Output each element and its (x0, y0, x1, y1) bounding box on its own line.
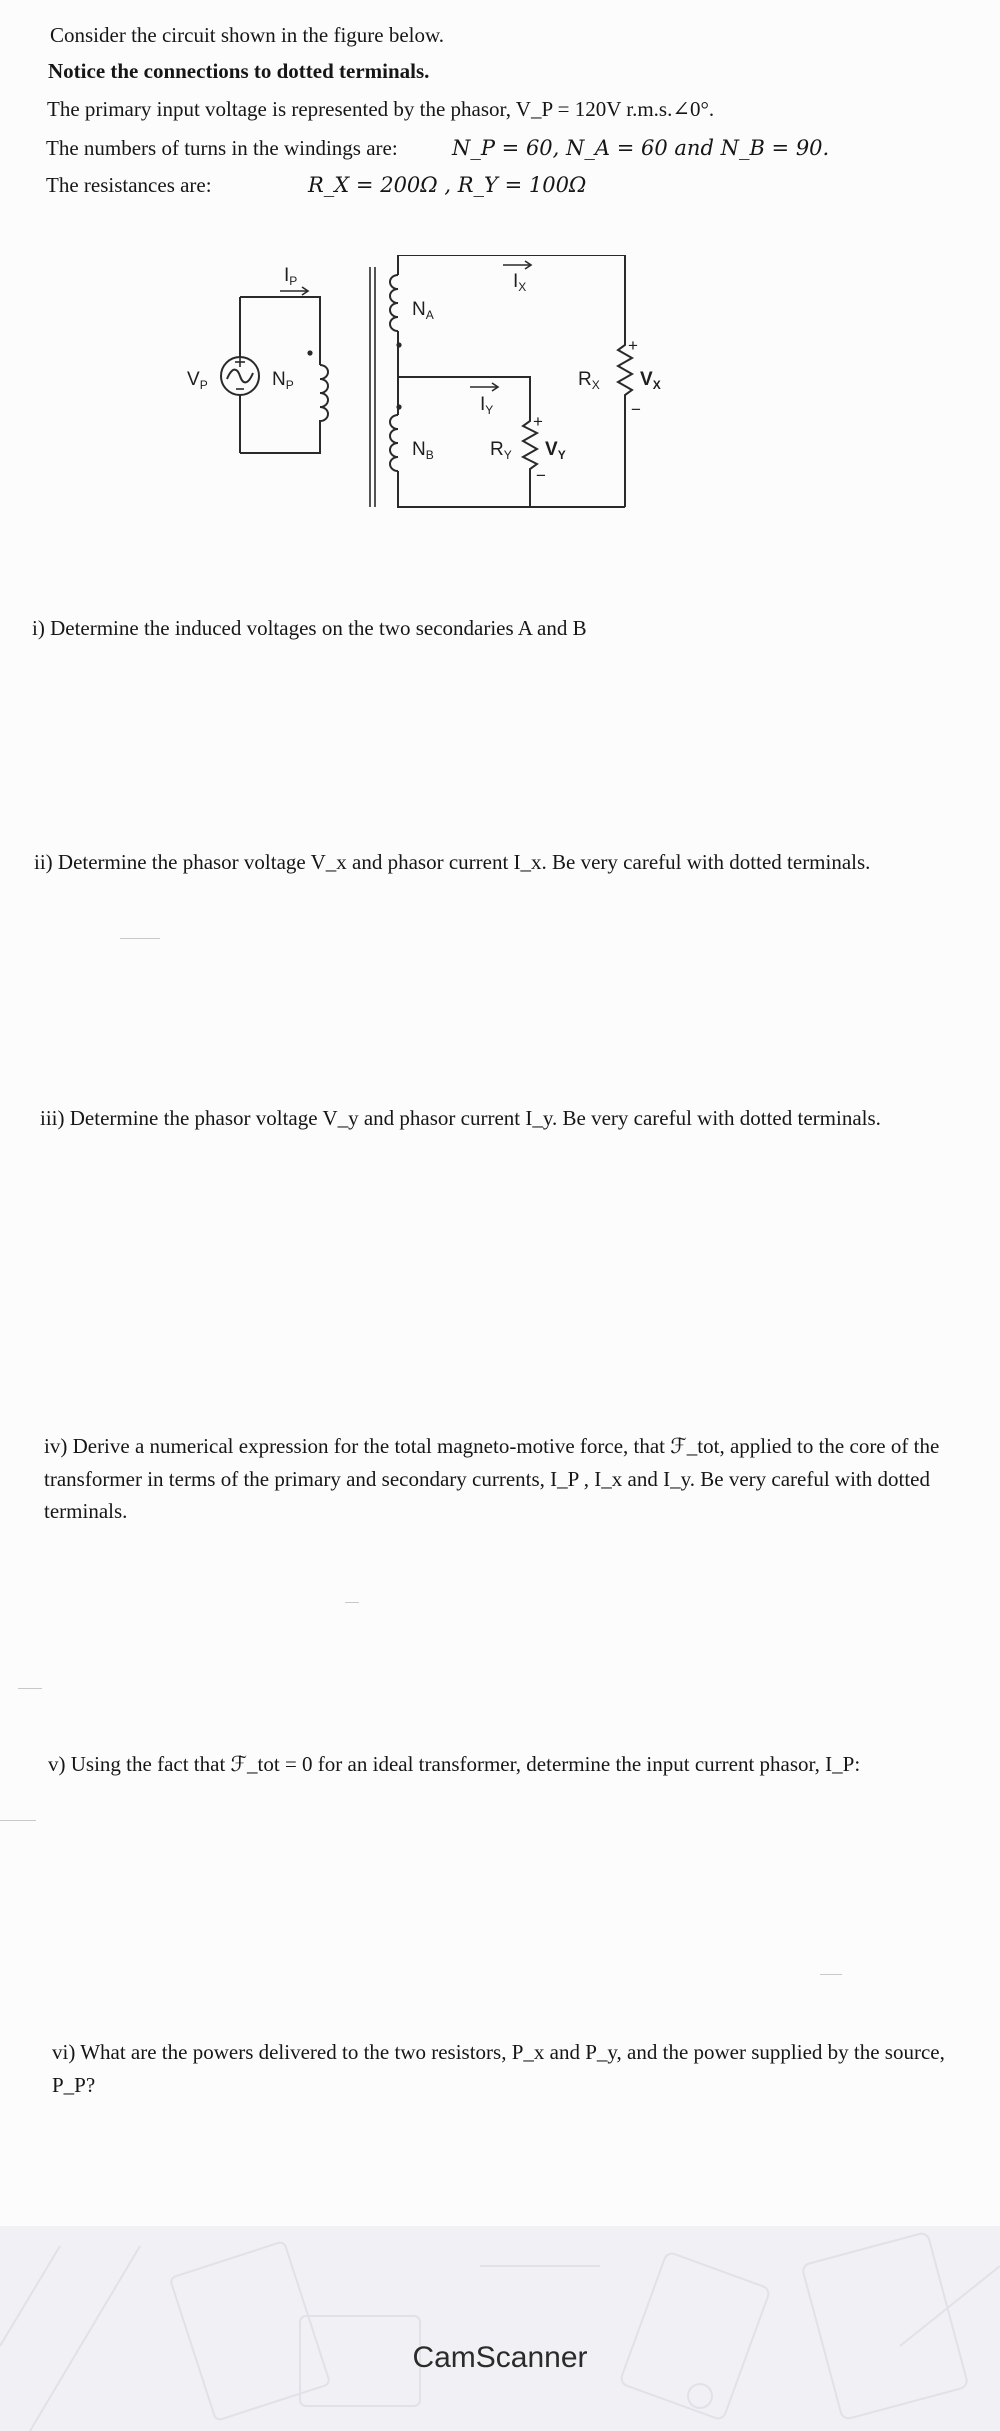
vx-plus: + (628, 336, 638, 355)
vy-minus: − (536, 466, 546, 485)
vy-plus: + (533, 412, 543, 431)
transformer-circuit-diagram (180, 255, 700, 525)
voltage-line: The primary input voltage is represented by the phasor, V_P = 120V r.m.s.∠0°. (47, 97, 715, 121)
transformer-core (370, 267, 375, 507)
iy-label: $I_Y$ (480, 394, 494, 417)
question-6: vi) What are the powers delivered to the two resistors, P_x and P_y, and the power supplied by the source, P_P? (52, 2040, 945, 2097)
ix-label: $I_X$ (513, 271, 527, 294)
question-3: iii) Determine the phasor voltage V_y and phasor current I_y. Be very careful with dotted terminals. (40, 1106, 881, 1130)
question-2: ii) Determine the phasor voltage V_x and phasor current I_x. Be very careful with dotted terminals. (34, 850, 871, 874)
turns-values: N_P = 60, N_A = 60 and N_B = 90. (452, 136, 830, 160)
vx-label: $V_X$ (640, 369, 661, 392)
nb-label: $N_B$ (412, 439, 434, 462)
resistance-values: R_X = 200Ω , R_Y = 100Ω (308, 173, 587, 197)
coil-b (390, 415, 398, 471)
camscanner-brand: CamScanner (412, 2341, 588, 2374)
notice-text: Notice the connections to dotted terminals. (48, 59, 430, 83)
turns-label: The numbers of turns in the windings are: (46, 136, 398, 160)
ry-label: $R_Y$ (490, 439, 512, 462)
np-label: $N_P$ (272, 369, 294, 392)
scanner-footer (0, 2226, 1000, 2431)
vy-label: $V_Y$ (545, 439, 566, 462)
ip-label: $I_P$ (284, 265, 298, 288)
vp-label: $V_P$ (187, 369, 208, 392)
primary-coil (320, 365, 328, 425)
intro-text: Consider the circuit shown in the figure below. (50, 23, 445, 47)
na-label: $N_A$ (412, 299, 434, 322)
vx-minus: − (631, 400, 641, 419)
primary-dot (307, 350, 312, 355)
footer-pattern (0, 2226, 1000, 2431)
coil-b-dot (396, 404, 401, 409)
rx-label: $R_X$ (578, 369, 600, 392)
question-4: iv) Derive a numerical expression for the total magneto-motive force, that ℱ_tot, applied to the core of the transformer in terms of the primary and secondary currents, I_P , I_x and I_y. Be very careful with dotted terminals. (44, 1434, 940, 1524)
question-5: v) Using the fact that ℱ_tot = 0 for an ideal transformer, determine the input current phasor, I_P: (48, 1752, 861, 1776)
resistance-label: The resistances are: (46, 173, 212, 197)
question-1: i) Determine the induced voltages on the two secondaries A and B (32, 616, 587, 640)
coil-a (390, 275, 398, 331)
